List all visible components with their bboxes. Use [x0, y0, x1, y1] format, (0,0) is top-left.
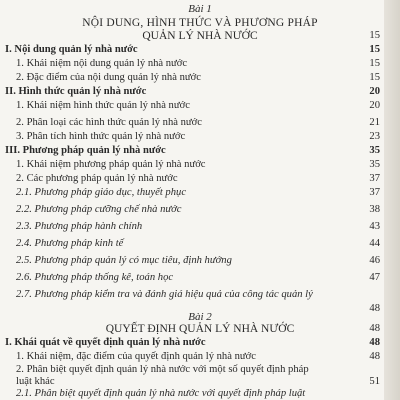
page-number: 21 [369, 117, 380, 128]
page-number: 23 [369, 131, 380, 142]
page-number: 38 [369, 204, 380, 215]
toc-entry-text: 2. Các phương pháp quản lý nhà nước [16, 173, 178, 184]
toc-entry-text: 2.1. Phương pháp giáo dục, thuyết phục [16, 187, 187, 198]
page-number: 48 [369, 303, 380, 314]
page-number: 48 [369, 323, 380, 334]
page-number: 15 [369, 72, 380, 83]
page-number: 20 [369, 100, 380, 111]
toc-entry-text: 2.2. Phương pháp cưỡng chế nhà nước [16, 204, 182, 215]
toc-entry-text: 1. Khái niệm phương pháp quản lý nhà nước [16, 159, 206, 170]
chapter-title-line: NỘI DUNG, HÌNH THỨC VÀ PHƯƠNG PHÁP [82, 17, 318, 29]
page-number: 37 [369, 187, 380, 198]
toc-entry-text: I. Khái quát về quyết định quản lý nhà nước [5, 337, 206, 348]
page-number: 44 [369, 238, 380, 249]
toc-entry-text: 2.7. Phương pháp kiểm tra và đánh giá hiệu quả của công tác quản lý [16, 289, 313, 300]
toc-entry-text: 2.4. Phương pháp kinh tế [16, 238, 124, 249]
toc-entry-text: 1. Khái niệm hình thức quản lý nhà nước [16, 100, 190, 111]
toc-entry-text: 1. Khái niệm, đặc điểm của quyết định quản lý nhà nước [16, 351, 256, 362]
page-number: 35 [369, 159, 380, 170]
page-number: 48 [369, 351, 380, 362]
chapter-label: Bài 1 [188, 3, 212, 15]
page-number: 47 [369, 272, 380, 283]
page-number: 48 [369, 337, 380, 348]
toc-entry-text: 1. Khái niệm nội dung quản lý nhà nước [16, 58, 188, 69]
page-number: 37 [369, 173, 380, 184]
toc-entry-text: 2.3. Phương pháp hành chính [16, 221, 143, 232]
toc-entry-text: 2. Phân biệt quyết định quản lý nhà nước với một số quyết định pháp [16, 364, 309, 375]
toc-entry-text: 3. Phân tích hình thức quản lý nhà nước [16, 131, 186, 142]
toc-entry-text: III. Phương pháp quản lý nhà nước [5, 145, 166, 156]
toc-entry-text: 2.1. Phân biệt quyết định quản lý nhà nước với quyết định pháp luật [16, 388, 306, 399]
toc-entry-text: 2. Đặc điểm của nội dung quản lý nhà nước [16, 72, 201, 83]
page-number: 51 [369, 376, 380, 387]
page-number: 46 [369, 255, 380, 266]
chapter-label: Bài 2 [188, 311, 212, 323]
toc-entry-text: II. Hình thức quản lý nhà nước [5, 86, 147, 97]
toc-entry-text: luật khác [16, 376, 55, 387]
page-number: 35 [369, 145, 380, 156]
chapter-title-line: QUYẾT ĐỊNH QUẢN LÝ NHÀ NƯỚC [105, 323, 295, 335]
page-number: 43 [369, 221, 380, 232]
toc-entry-text: 2. Phân loại các hình thức quản lý nhà nước [16, 117, 202, 128]
page-number: 20 [369, 86, 380, 97]
page-number: 15 [369, 30, 380, 41]
toc-entry-text: I. Nội dung quản lý nhà nước [5, 44, 138, 55]
chapter-title-line: QUẢN LÝ NHÀ NƯỚC [142, 30, 258, 42]
page-number: 15 [369, 58, 380, 69]
toc-entry-text: 2.6. Phương pháp thống kê, toán học [16, 272, 174, 283]
page-number: 15 [369, 44, 380, 55]
toc-entry-text: 2.5. Phương pháp quản lý có mục tiêu, định hướng [16, 255, 232, 266]
